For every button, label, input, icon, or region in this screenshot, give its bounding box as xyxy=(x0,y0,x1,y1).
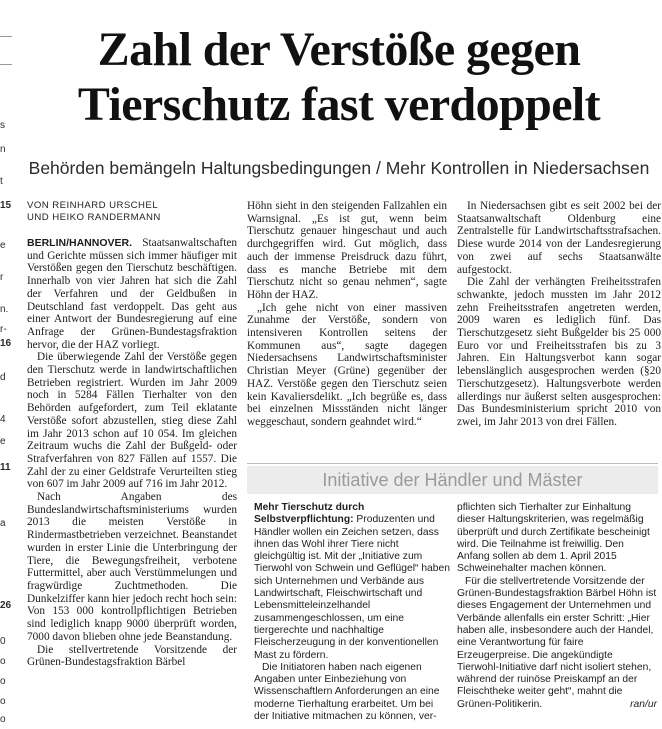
dateline: BERLIN/HANNOVER. xyxy=(27,237,133,249)
edge-fragment: 26 xyxy=(0,600,12,611)
edge-fragment: 0 xyxy=(0,636,6,647)
paragraph: „Ich gehe nicht von einer massiven Zunahme der Verstöße, sondern von intensiveren Kontrollen seitens der Kommunen aus“, sagte dagegen Niedersachsens Landwirtschaftsminister Christian Meyer (Grüne) gegenüber der HAZ. Verstöße gegen den Tierschutz seien kein Kavaliersdelikt. „Ich begrüße es, dass bei einzelnen Missständen nicht länger weggeschaut, sondern geahndet wird.“ xyxy=(247,301,447,428)
edge-fragment: o xyxy=(0,696,6,707)
edge-rule xyxy=(0,36,12,37)
edge-fragment: d xyxy=(0,372,6,383)
paragraph: Nach Angaben des Bundeslandwirtschaftsministeriums wurden 2013 die meisten Verstöße in Rindermastbetrieben verzeichnet. Beanstandet wurden in erster Linie die Unterbringung der Tiere, die Bewegungsfreiheit, verbotene Futtermittel, aber auch Verstümmelungen und fragwürdige Zuchtmethoden. Die Dunkelziffer kann hier jedoch recht hoch sein: Von 153 000 kontrollpflichtigen Betrieben sind lediglich knapp 9000 überprüft worden, 7000 davon blieben ohne jede Beanstandung. xyxy=(27,491,237,643)
edge-fragment: 11 xyxy=(0,462,11,473)
edge-fragment: r xyxy=(0,272,4,283)
edge-fragment: o xyxy=(0,676,6,687)
paragraph-text: Für die stellvertretende Vorsitzende der Grünen-Bundestagsfraktion Bärbel Höhn ist dieses Engagement der Unternehmen und Verbände allenfalls ein erster Schritt: „Hier haben alle, insbesondere auch der Handel, eine Verantwortung für faire Erzeugerpreise. Die angekündigte Tierwohl-Initiative darf nicht isoliert stehen, während der ruinöse Preiskampf an der Fleischtheke weiter geht“, mahnt die Grünen-Politikerin. xyxy=(457,575,657,710)
edge-fragment: o xyxy=(0,656,6,667)
paragraph: In Niedersachsen gibt es seit 2002 bei der Staatsanwaltschaft Oldenburg eine Zentralstelle für Landwirtschaftsstrafsachen. Diese wurde 2014 von der Landesregierung von zwei auf sechs Staatsanwälte aufgestockt. xyxy=(457,200,661,276)
edge-fragment: s xyxy=(0,120,5,131)
info-box-title: Initiative der Händler und Mäster xyxy=(247,466,658,494)
article-column-3 xyxy=(457,200,661,429)
info-box-lead: Mehr Tierschutz durch Selbstverpflichtung: xyxy=(254,502,365,526)
edge-fragment: e xyxy=(0,436,6,447)
article-column-1 xyxy=(27,237,237,669)
info-box-column-1 xyxy=(254,502,450,723)
article-column-2 xyxy=(247,200,447,429)
edge-rule xyxy=(0,64,12,65)
byline-line-1: VON REINHARD URSCHEL xyxy=(27,200,159,211)
edge-fragment: t xyxy=(0,176,3,187)
edge-fragment: e xyxy=(0,240,6,251)
paragraph: pflichten sich Tierhalter zur Einhaltung dieser Haltungskriterien, was regelmäßig überprüft und durch Zertifikate bescheinigt wird. Die Teilnahme ist freiwillig. Den Anfang sollen ab dem 1. April 2015 Schweinehalter machen können. xyxy=(457,502,650,575)
edge-fragment: 15 xyxy=(0,200,12,211)
paragraph: Höhn sieht in den steigenden Fallzahlen ein Warnsignal. „Es ist gut, wenn beim Tierschutz genauer hingeschaut und auch durchgegriffen wird. Gut möglich, dass auch der immense Preisdruck dazu führt, dass es manche Betriebe mit dem Tierschutz nicht so genau nehmen“, sagte Höhn der HAZ. xyxy=(247,200,447,301)
paragraph: Die stellvertretende Vorsitzende der Grünen-Bundestagsfraktion Bärbel xyxy=(27,643,237,669)
paragraph: Die Zahl der verhängten Freiheitsstrafen schwankte, jedoch mussten im Jahr 2012 zehn Freiheitsstrafen angetreten werden, 2009 waren es lediglich fünf. Das Tierschutzgesetz sieht Bußgelder bis 25 000 Euro vor und Freiheitsstrafen bis zu 3 Jahren. Ein Haltungsverbot kann sogar lebenslänglich ausgesprochen werden (§20 Tierschutzgesetz). Haltungsverbote werden allerdings nur äußerst selten ausgesprochen: Das Bundesministerium spricht 2010 von zwei, im Jahr 2013 von drei Fällen. xyxy=(457,276,661,428)
article-headline xyxy=(16,22,662,132)
paragraph: Die überwiegende Zahl der Verstöße gegen den Tierschutz werde in landwirtschaftlichen Betrieben registriert. Wurden im Jahr 2009 noch in 5284 Fällen Tierhalter von den Behörden aufgefordert, zum Teil eklatante Verstöße sofort abzustellen, stieg diese Zahl im Jahr 2013 schon auf 10 054. Im gleichen Zeitraum wuchs die Zahl der Bußgeld- oder Strafverfahren von 827 Fällen auf 1557. Die Zahl der zu einer Geldstrafe Verurteilten stieg von 607 im Jahr 2009 auf 716 im Jahr 2012. xyxy=(27,351,237,491)
paragraph-text: Staatsanwaltschaften und Gerichte müssen sich immer häufiger mit Verstößen gegen den Tierschutz beschäftigen. Innerhalb von vier Jahren hat sich die Zahl der Verfahren und der Geldbußen in Deutschland fast verdoppelt. Das geht aus einer Antwort der Bundesregierung auf eine Anfrage der Grünen-Bundestagsfraktion hervor, die der HAZ vorliegt. xyxy=(27,237,237,351)
paragraph-text: Produzenten und Händler wollen ein Zeichen setzen, dass ihnen das Wohl ihrer Tiere nicht gleichgültig ist. Mit der „Initiative zum Tierwohl von Schwein und Geflügel“ haben sich Unternehmen und Verbände aus Landwirtschaft, Fleischwirtschaft und Lebensmitteleinzelhandel zusammengeschlossen, um eine tiergerechte und nachhaltige Fleischerzeugung in der konventionellen Mast zu fördern. xyxy=(254,514,450,661)
edge-fragment: 4 xyxy=(0,414,6,425)
edge-fragment: 16 xyxy=(0,338,12,349)
previous-page-edge xyxy=(0,0,14,728)
headline-line-2: Tierschutz fast verdoppelt xyxy=(77,78,601,131)
edge-fragment: o xyxy=(0,714,6,725)
author-credit: ran/ur xyxy=(630,698,657,710)
paragraph: Die Initiatoren haben nach eigenen Angaben unter Einbeziehung von Wissenschaftlern Anforderungen an eine moderne Tierhaltung erarbeitet. Um bei der Initiative mitmachen zu können, ver- xyxy=(254,661,440,723)
paragraph xyxy=(254,502,450,662)
byline xyxy=(27,200,237,224)
paragraph xyxy=(27,237,237,351)
info-box-column-2 xyxy=(457,502,657,711)
edge-fragment: n. xyxy=(0,304,9,315)
byline-line-2: UND HEIKO RANDERMANN xyxy=(27,212,161,223)
article-subheadline: Behörden bemängeln Haltungsbedingungen / Mehr Kontrollen in Niedersachsen xyxy=(28,158,650,178)
edge-fragment: r- xyxy=(0,324,7,335)
headline-line-1: Zahl der Verstöße gegen xyxy=(97,23,581,76)
edge-fragment: n xyxy=(0,144,6,155)
edge-fragment: a xyxy=(0,518,6,529)
paragraph xyxy=(457,576,657,711)
